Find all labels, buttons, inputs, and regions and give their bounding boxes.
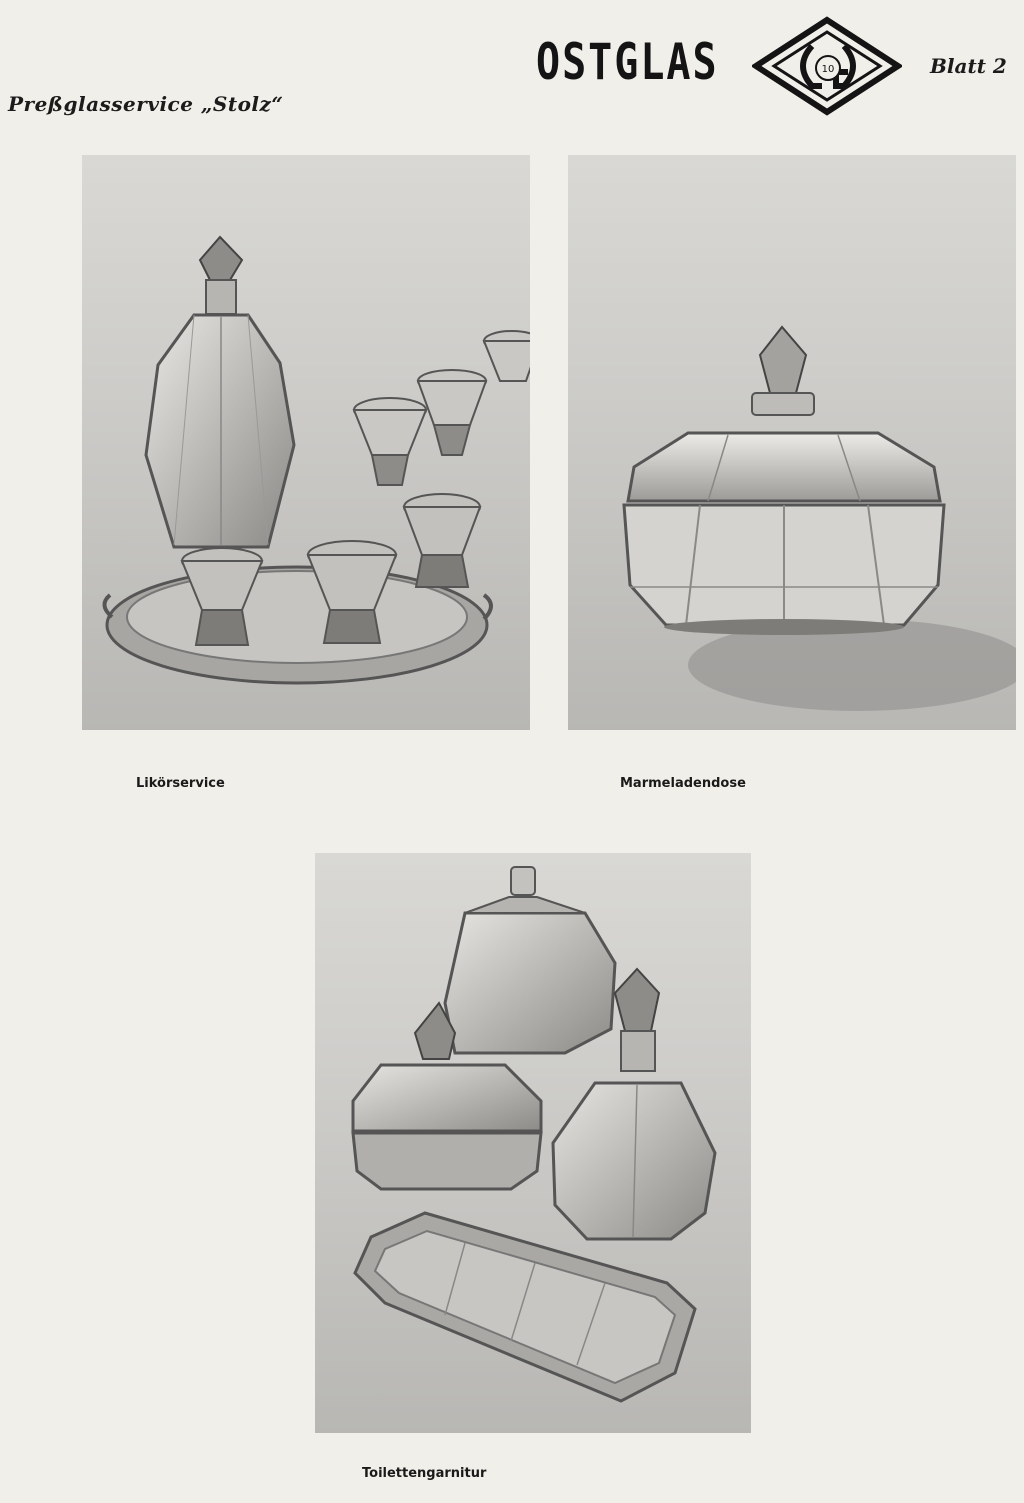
liqueur-set-illustration	[82, 155, 530, 730]
logo-number: 10	[821, 64, 835, 75]
toilet-set-illustration	[315, 853, 751, 1433]
jam-jar-illustration	[568, 155, 1016, 730]
page-title: Preßglasservice „Stolz“	[8, 92, 284, 116]
caption-toilettengarnitur: Toilettengarnitur	[362, 1466, 487, 1481]
photo-marmeladendose	[568, 155, 1016, 730]
photo-likoerservice	[82, 155, 530, 730]
sheet-number: Blatt 2	[930, 54, 1007, 78]
caption-likoerservice: Likörservice	[136, 776, 225, 791]
caption-marmeladendose: Marmeladendose	[620, 776, 746, 791]
brand-logo	[752, 16, 902, 116]
photo-toilettengarnitur	[315, 853, 751, 1433]
brand-wordmark: OSTGLAS	[536, 34, 719, 92]
